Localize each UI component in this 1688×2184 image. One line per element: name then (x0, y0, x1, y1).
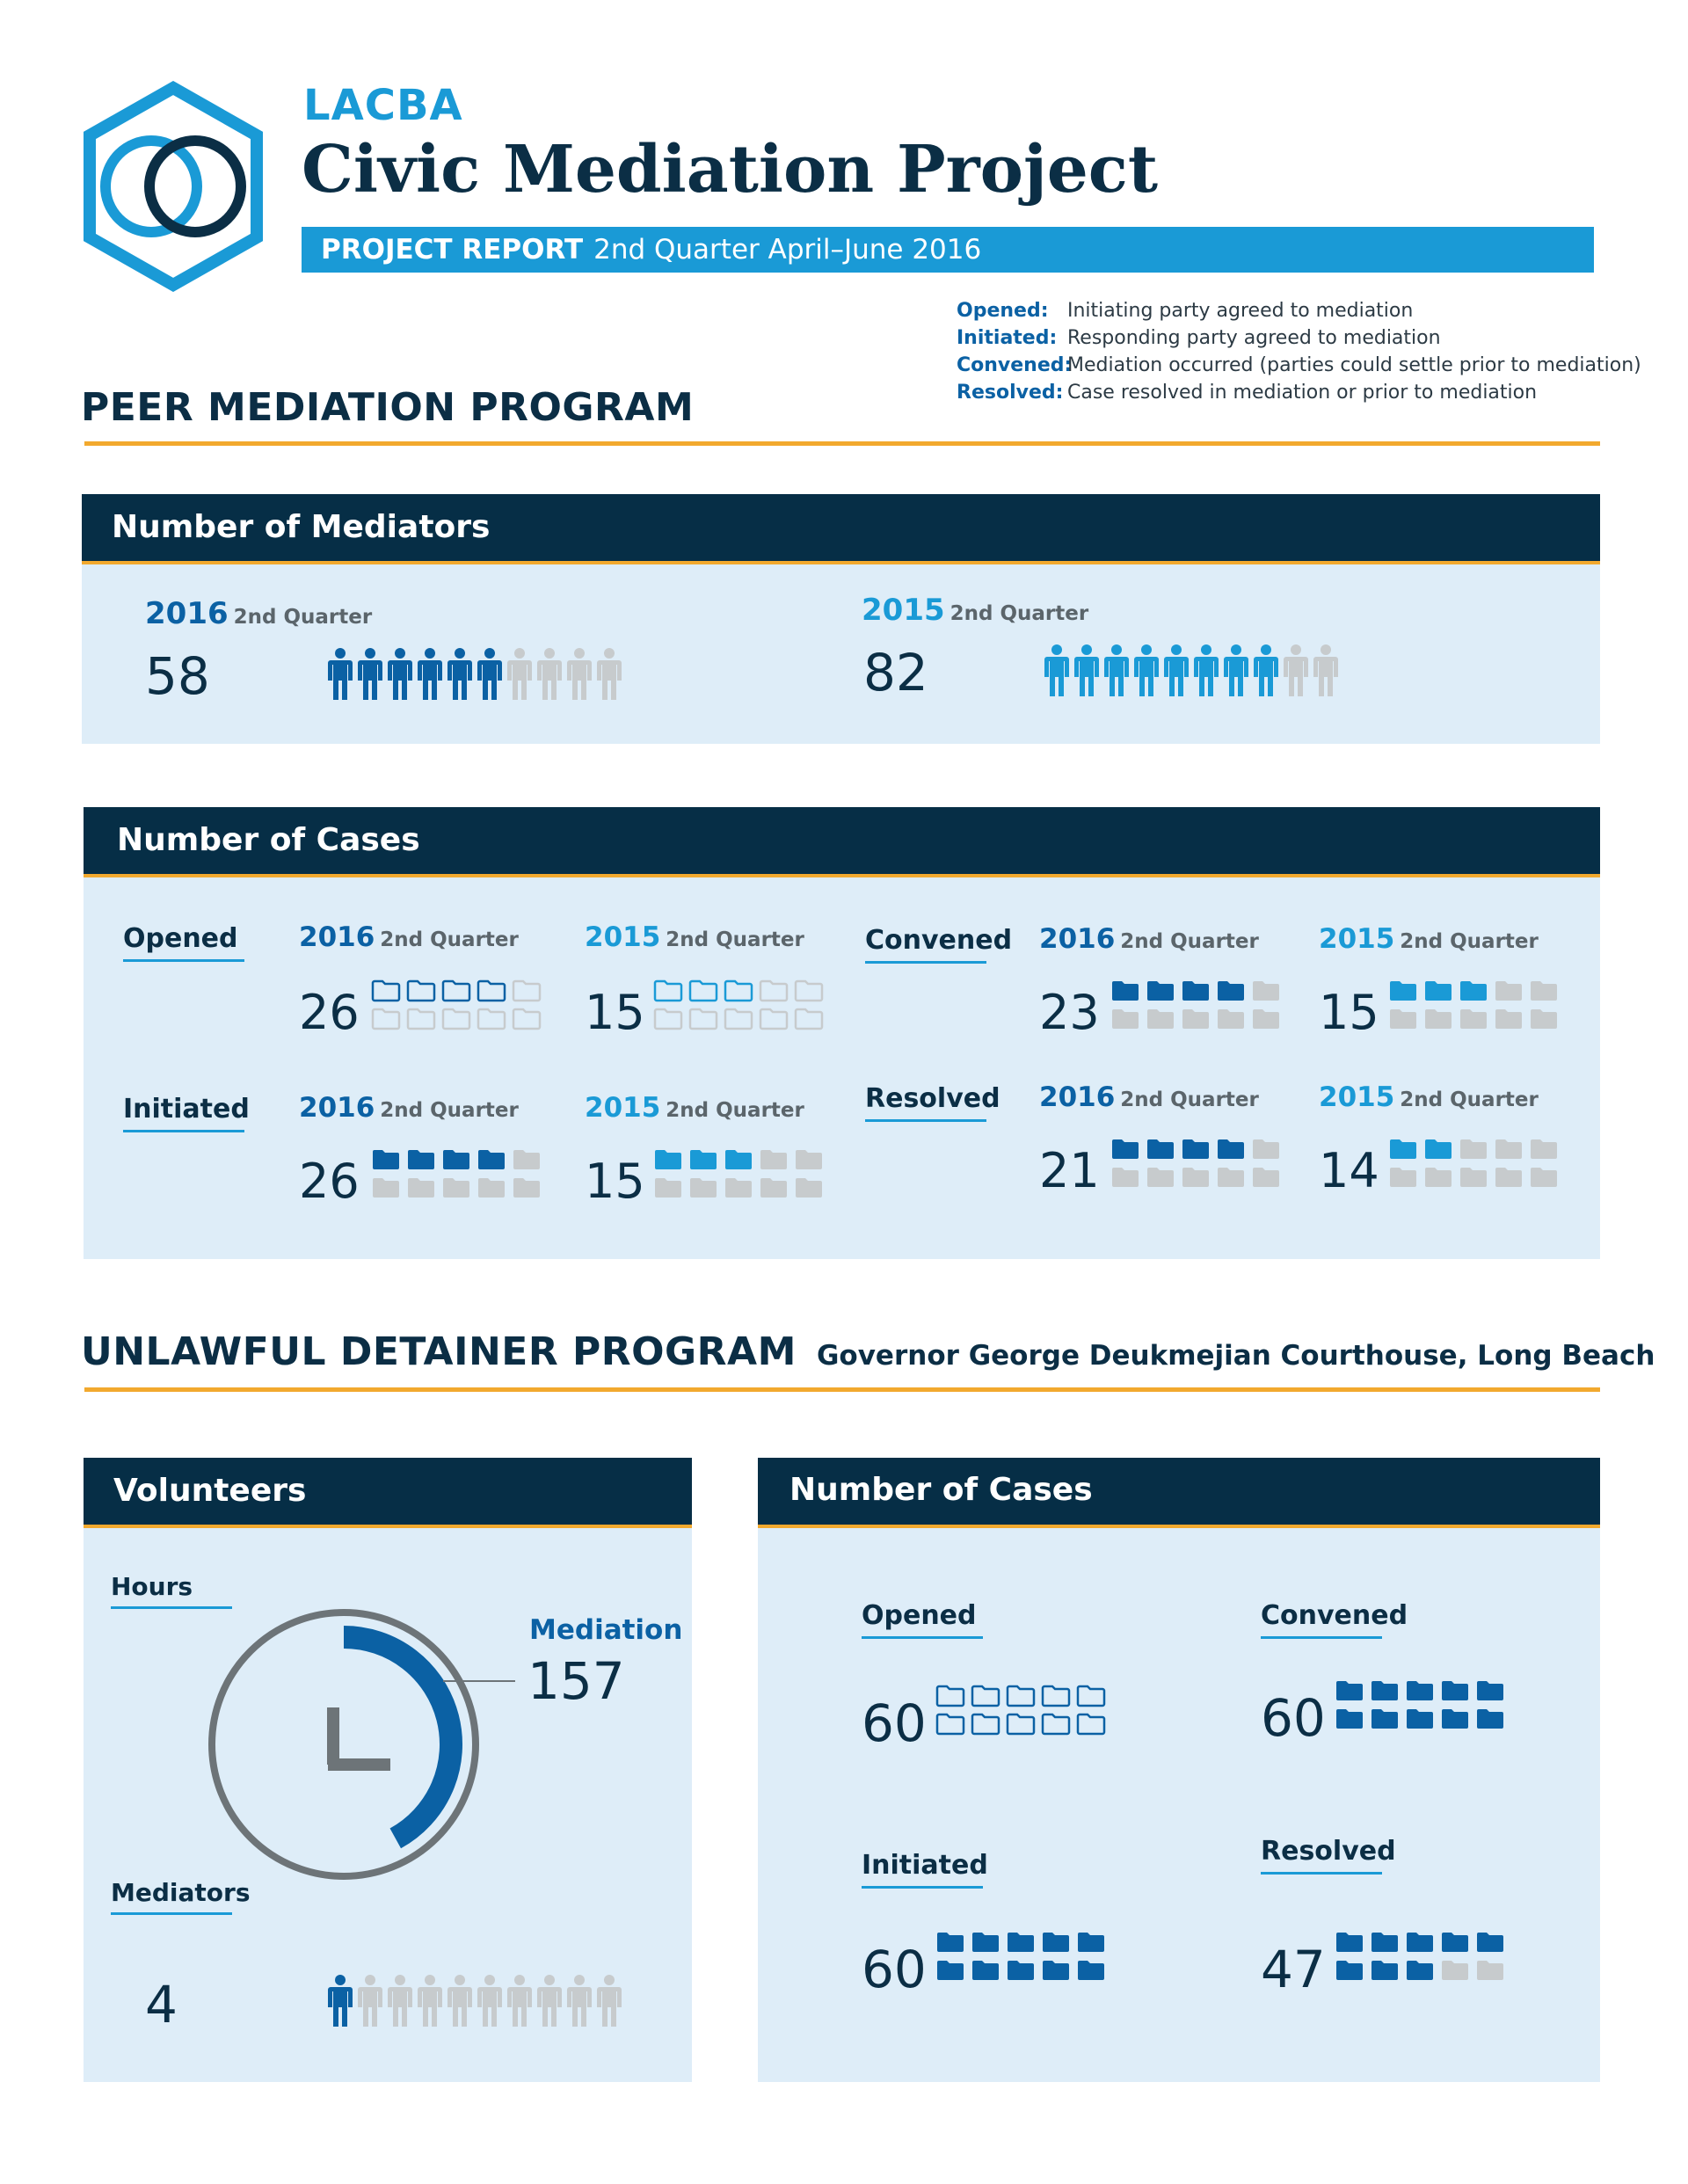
definition-term: Resolved: (957, 382, 1064, 404)
folder-icon (1405, 1959, 1435, 1982)
folder-icon (1494, 1138, 1524, 1161)
ud-opened-label: Opened (862, 1600, 983, 1639)
folder-icon (724, 1176, 753, 1199)
convened-category-label: Convened (865, 925, 986, 964)
convened-2016-year (1039, 923, 1259, 955)
year-label: 2016 (1039, 1081, 1116, 1113)
quarter-label: 2nd Quarter (1400, 930, 1539, 953)
folder-icon (935, 1959, 965, 1982)
person-icon (1133, 644, 1160, 697)
folder-icon (1475, 1707, 1505, 1730)
person-icon (596, 648, 622, 701)
folder-icon (1459, 1138, 1488, 1161)
folder-icon (1006, 1713, 1036, 1736)
person-icon (447, 1975, 473, 2027)
year-label: 2016 (299, 921, 375, 953)
folder-icon (371, 1176, 401, 1199)
initiated-2016-count: 26 (299, 1154, 360, 1209)
ud-resolved-label: Resolved (1261, 1836, 1382, 1875)
folder-icon (1475, 1679, 1505, 1702)
initiated-2015-folders (653, 1148, 824, 1199)
opened-2016-folders (371, 979, 542, 1030)
ud-initiated-count: 60 (862, 1940, 927, 1999)
quarter-label: 2nd Quarter (1400, 1088, 1539, 1111)
person-icon (506, 648, 533, 701)
folder-icon (688, 1148, 718, 1171)
person-icon (327, 1975, 353, 2027)
folder-icon (1076, 1931, 1106, 1954)
definition-desc: Case resolved in mediation or prior to mediation (1067, 382, 1538, 404)
report-label: PROJECT REPORT (321, 234, 584, 266)
hours-label: Hours (111, 1572, 232, 1609)
person-icon (1044, 644, 1070, 697)
opened-2015-count: 15 (585, 985, 645, 1040)
folder-icon (1076, 1713, 1106, 1736)
person-icon (536, 1975, 563, 2027)
folder-icon (1440, 1707, 1470, 1730)
folder-icon (724, 1008, 753, 1030)
folder-icon (759, 1176, 789, 1199)
folder-icon (1440, 1931, 1470, 1954)
year-label: 2015 (585, 921, 661, 953)
folder-icon (1251, 1138, 1281, 1161)
ud-opened-count: 60 (862, 1693, 927, 1753)
folder-icon (971, 1959, 1000, 1982)
folder-icon (1216, 1166, 1246, 1189)
mediators-2015-pictogram (1044, 644, 1339, 697)
definition-desc: Mediation occurred (parties could settle prior to mediation) (1067, 354, 1641, 376)
definition-term: Initiated: (957, 327, 1058, 349)
org-name: LACBA (303, 81, 463, 130)
folder-icon (1423, 1138, 1453, 1161)
folder-icon (653, 1148, 683, 1171)
opened-2016-year (299, 921, 519, 953)
folder-icon (794, 1176, 824, 1199)
person-icon (477, 1975, 503, 2027)
page-title: Civic Mediation Project (302, 132, 1159, 207)
ud-resolved-count: 47 (1261, 1940, 1326, 1999)
definition-row (957, 297, 1641, 324)
ud-convened-folders (1335, 1679, 1505, 1730)
person-icon (536, 648, 563, 701)
person-icon (1073, 644, 1100, 697)
folder-icon (1459, 1166, 1488, 1189)
folder-icon (1370, 1679, 1400, 1702)
definition-row (957, 379, 1641, 406)
folder-icon (1335, 1707, 1364, 1730)
folder-icon (653, 979, 683, 1002)
person-icon (327, 648, 353, 701)
person-icon (566, 648, 593, 701)
folder-icon (1006, 1959, 1036, 1982)
peer-section-title: PEER MEDIATION PROGRAM (81, 385, 695, 430)
folder-icon (477, 979, 506, 1002)
folder-icon (371, 1148, 401, 1171)
initiated-2016-year (299, 1092, 519, 1124)
definition-term: Convened: (957, 354, 1073, 376)
person-icon (1223, 644, 1249, 697)
folder-icon (1423, 979, 1453, 1002)
quarter-label: 2nd Quarter (380, 1099, 519, 1122)
mediators-panel-header: Number of Mediators (82, 494, 1600, 564)
folder-icon (971, 1931, 1000, 1954)
folder-icon (1251, 1166, 1281, 1189)
folder-icon (1041, 1685, 1071, 1707)
folder-icon (371, 979, 401, 1002)
folder-icon (1110, 979, 1140, 1002)
person-icon (1313, 644, 1339, 697)
folder-icon (1388, 1008, 1418, 1030)
folder-icon (1110, 1008, 1140, 1030)
mediators-2015-year (862, 593, 1088, 628)
folder-icon (1146, 1138, 1175, 1161)
folder-icon (477, 1008, 506, 1030)
folder-icon (1405, 1679, 1435, 1702)
quarter-label: 2nd Quarter (666, 928, 804, 951)
mediators-2016-count: 58 (145, 646, 210, 706)
person-icon (387, 1975, 413, 2027)
definition-desc: Responding party agreed to mediation (1067, 327, 1441, 349)
person-icon (1193, 644, 1219, 697)
mediation-hours-value: 157 (528, 1651, 625, 1711)
folder-icon (1494, 1166, 1524, 1189)
folder-icon (1529, 1008, 1559, 1030)
mediators-2016-year (145, 596, 372, 631)
mediators-pictogram (327, 1975, 622, 2027)
folder-icon (1110, 1166, 1140, 1189)
folder-icon (1405, 1707, 1435, 1730)
folder-icon (1388, 979, 1418, 1002)
initiated-category-label: Initiated (123, 1094, 244, 1132)
initiated-2015-year (585, 1092, 804, 1124)
quarter-label: 2nd Quarter (1120, 1088, 1259, 1111)
folder-icon (935, 1931, 965, 1954)
folder-icon (935, 1685, 965, 1707)
opened-2015-year (585, 921, 804, 953)
folder-icon (1370, 1931, 1400, 1954)
person-icon (417, 1975, 443, 2027)
folder-icon (406, 1008, 436, 1030)
report-period: 2nd Quarter April–June 2016 (593, 234, 982, 266)
mediators-2015-count: 82 (863, 643, 928, 703)
folder-icon (1146, 1008, 1175, 1030)
folder-icon (688, 1008, 718, 1030)
year-label: 2016 (145, 596, 229, 631)
folder-icon (406, 1176, 436, 1199)
mediation-hours-arc (344, 1637, 451, 1838)
folder-icon (794, 1148, 824, 1171)
folder-icon (477, 1148, 506, 1171)
folder-icon (441, 979, 471, 1002)
hours-clock-chart (199, 1593, 515, 1910)
volunteers-panel-header: Volunteers (84, 1458, 692, 1528)
folder-icon (406, 1148, 436, 1171)
definition-desc: Initiating party agreed to mediation (1067, 300, 1414, 322)
folder-icon (1388, 1138, 1418, 1161)
folder-icon (512, 1148, 542, 1171)
folder-icon (794, 979, 824, 1002)
folder-icon (441, 1008, 471, 1030)
folder-icon (1006, 1931, 1036, 1954)
person-icon (506, 1975, 533, 2027)
opened-category-label: Opened (123, 923, 244, 962)
folder-icon (1216, 1008, 1246, 1030)
folder-icon (1475, 1931, 1505, 1954)
person-icon (417, 648, 443, 701)
person-icon (447, 648, 473, 701)
resolved-2015-count: 14 (1319, 1143, 1379, 1198)
clock-outline (212, 1613, 476, 1876)
folder-icon (759, 1148, 789, 1171)
folder-icon (1370, 1707, 1400, 1730)
person-icon (387, 648, 413, 701)
ud-opened-folders (935, 1685, 1106, 1736)
folder-icon (1146, 1166, 1175, 1189)
folder-icon (512, 979, 542, 1002)
resolved-2016-count: 21 (1039, 1143, 1100, 1198)
quarter-label: 2nd Quarter (1120, 930, 1259, 953)
folder-icon (688, 1176, 718, 1199)
mediators-label: Mediators (111, 1878, 232, 1915)
folder-icon (1181, 1008, 1211, 1030)
quarter-label: 2nd Quarter (950, 602, 1089, 625)
folder-icon (1041, 1931, 1071, 1954)
resolved-2015-year (1319, 1081, 1539, 1113)
folder-icon (1335, 1931, 1364, 1954)
folder-icon (1041, 1959, 1071, 1982)
initiated-2016-folders (371, 1148, 542, 1199)
year-label: 2015 (1319, 1081, 1395, 1113)
folder-icon (441, 1148, 471, 1171)
folder-icon (688, 979, 718, 1002)
resolved-2016-folders (1110, 1138, 1281, 1189)
opened-2015-folders (653, 979, 824, 1030)
folder-icon (724, 1148, 753, 1171)
year-label: 2015 (585, 1092, 661, 1124)
folder-icon (512, 1176, 542, 1199)
folder-icon (1529, 1138, 1559, 1161)
convened-2016-folders (1110, 979, 1281, 1030)
ud-convened-count: 60 (1261, 1688, 1326, 1748)
lacba-logo (81, 81, 266, 292)
folder-icon (1440, 1959, 1470, 1982)
convened-2015-count: 15 (1319, 985, 1379, 1040)
ud-resolved-folders (1335, 1931, 1505, 1982)
folder-icon (1388, 1166, 1418, 1189)
person-icon (566, 1975, 593, 2027)
folder-icon (724, 979, 753, 1002)
folder-icon (1370, 1959, 1400, 1982)
year-label: 2015 (1319, 923, 1395, 955)
definition-term: Opened: (957, 300, 1049, 322)
folder-icon (653, 1008, 683, 1030)
unlawful-location: Governor George Deukmejian Courthouse, Long Beach (816, 1340, 1655, 1372)
folder-icon (1529, 1166, 1559, 1189)
folder-icon (759, 979, 789, 1002)
person-icon (477, 648, 503, 701)
section-divider (84, 1387, 1600, 1392)
year-label: 2015 (862, 593, 945, 628)
folder-icon (653, 1176, 683, 1199)
ud-cases-panel-header: Number of Cases (758, 1458, 1600, 1528)
folder-icon (371, 1008, 401, 1030)
folder-icon (1475, 1959, 1505, 1982)
folder-icon (1110, 1138, 1140, 1161)
folder-icon (971, 1685, 1000, 1707)
definitions-legend (957, 297, 1641, 406)
folder-icon (1529, 979, 1559, 1002)
folder-icon (794, 1008, 824, 1030)
unlawful-section-title: UNLAWFUL DETAINER PROGRAM (81, 1329, 797, 1374)
resolved-2016-year (1039, 1081, 1259, 1113)
folder-icon (971, 1713, 1000, 1736)
resolved-2015-folders (1388, 1138, 1559, 1189)
person-icon (1103, 644, 1130, 697)
person-icon (357, 1975, 383, 2027)
person-icon (1163, 644, 1190, 697)
report-banner (302, 227, 1594, 273)
convened-2015-folders (1388, 979, 1559, 1030)
initiated-2015-count: 15 (585, 1154, 645, 1209)
folder-icon (1494, 979, 1524, 1002)
convened-2016-count: 23 (1039, 985, 1100, 1040)
person-icon (596, 1975, 622, 2027)
folder-icon (759, 1008, 789, 1030)
folder-icon (1041, 1713, 1071, 1736)
folder-icon (441, 1176, 471, 1199)
folder-icon (1335, 1959, 1364, 1982)
quarter-label: 2nd Quarter (666, 1099, 804, 1122)
folder-icon (935, 1713, 965, 1736)
resolved-category-label: Resolved (865, 1083, 986, 1122)
folder-icon (1181, 979, 1211, 1002)
folder-icon (1181, 1166, 1211, 1189)
folder-icon (1076, 1685, 1106, 1707)
folder-icon (1459, 1008, 1488, 1030)
folder-icon (1405, 1931, 1435, 1954)
folder-icon (1459, 979, 1488, 1002)
mediators-2016-pictogram (327, 648, 622, 701)
ud-convened-label: Convened (1261, 1600, 1382, 1639)
person-icon (1283, 644, 1309, 697)
folder-icon (1335, 1679, 1364, 1702)
ud-initiated-folders (935, 1931, 1106, 1982)
definition-row (957, 324, 1641, 352)
folder-icon (1440, 1679, 1470, 1702)
folder-icon (406, 979, 436, 1002)
folder-icon (477, 1176, 506, 1199)
folder-icon (1251, 979, 1281, 1002)
folder-icon (1216, 1138, 1246, 1161)
folder-icon (1006, 1685, 1036, 1707)
folder-icon (1494, 1008, 1524, 1030)
opened-2016-count: 26 (299, 985, 360, 1040)
year-label: 2016 (299, 1092, 375, 1124)
mediators-count: 4 (145, 1975, 178, 2035)
convened-2015-year (1319, 923, 1539, 955)
quarter-label: 2nd Quarter (233, 606, 373, 629)
person-icon (357, 648, 383, 701)
quarter-label: 2nd Quarter (380, 928, 519, 951)
folder-icon (512, 1008, 542, 1030)
year-label: 2016 (1039, 923, 1116, 955)
folder-icon (1423, 1008, 1453, 1030)
person-icon (1253, 644, 1279, 697)
folder-icon (1423, 1166, 1453, 1189)
folder-icon (1146, 979, 1175, 1002)
folder-icon (1251, 1008, 1281, 1030)
folder-icon (1181, 1138, 1211, 1161)
folder-icon (1216, 979, 1246, 1002)
folder-icon (1076, 1959, 1106, 1982)
definition-row (957, 352, 1641, 379)
unlawful-section-heading (81, 1329, 1655, 1374)
peer-cases-panel-header: Number of Cases (84, 807, 1600, 877)
section-divider (84, 441, 1600, 446)
mediation-label: Mediation (529, 1614, 683, 1646)
ud-initiated-label: Initiated (862, 1850, 983, 1889)
